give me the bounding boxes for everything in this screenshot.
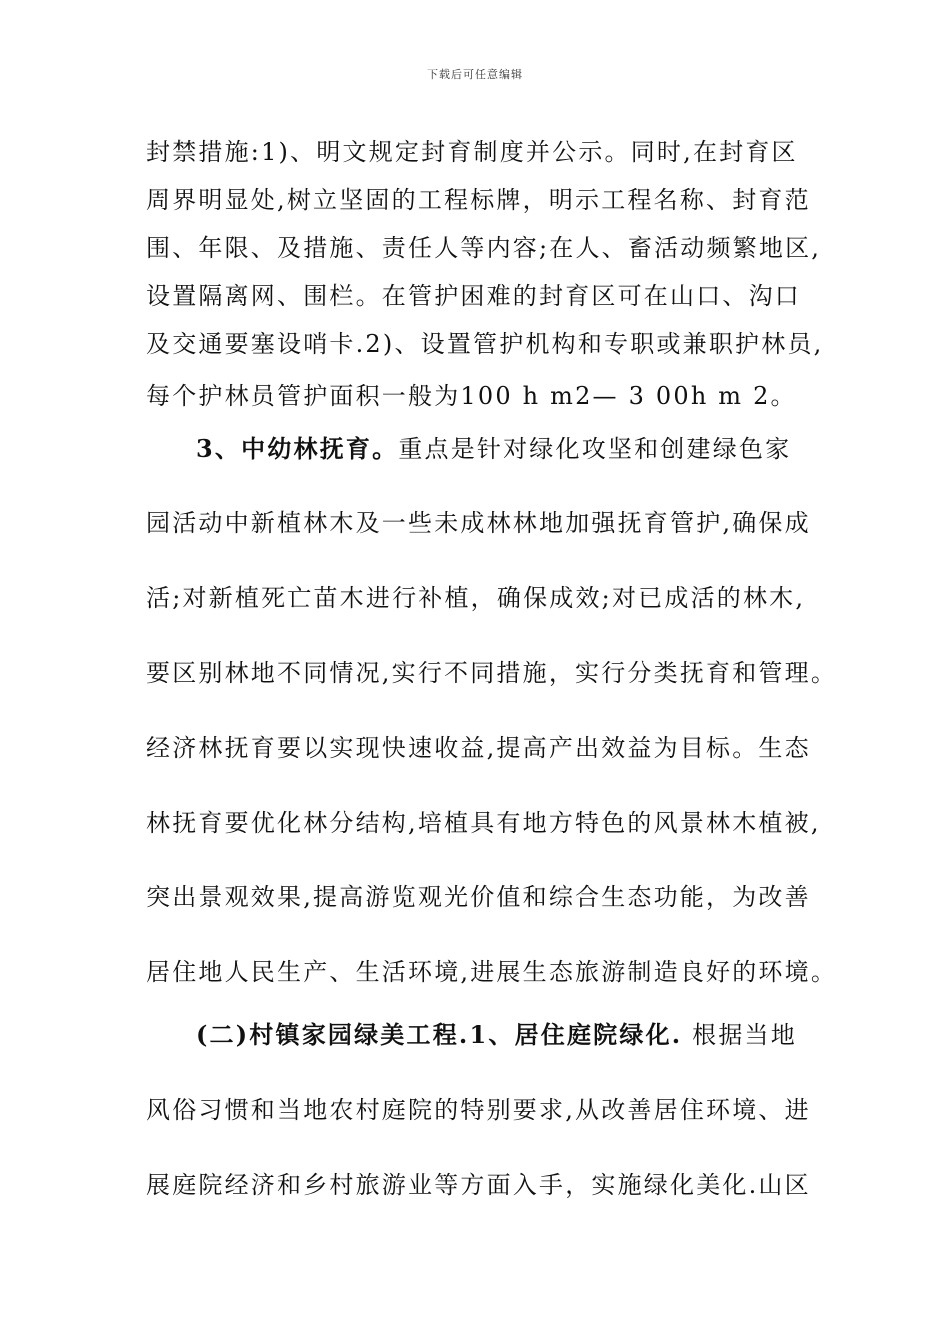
text-run: 风俗习惯和当地农村庭院的特别要求,从改善居住环境、进 <box>146 1096 811 1124</box>
text-line <box>146 185 811 215</box>
text-line <box>196 434 791 464</box>
text-run: 活;对新植死亡苗木进行补植，确保成效;对已成活的林木, <box>146 584 806 612</box>
text-line <box>146 329 824 359</box>
text-line <box>146 733 811 763</box>
text-line <box>146 233 821 263</box>
text-line <box>146 808 821 838</box>
text-line <box>146 137 798 167</box>
page-header-note: 下载后可任意编辑 <box>427 68 523 81</box>
text-line <box>146 508 811 538</box>
text-line <box>146 583 805 613</box>
text-line <box>146 658 837 688</box>
text-line <box>146 882 811 912</box>
text-run: 突出景观效果,提高游览观光价值和综合生态功能，为改善 <box>146 883 811 911</box>
text-run: 要区别林地不同情况,实行不同措施，实行分类抚育和管理。 <box>146 659 838 687</box>
text-line <box>196 1020 797 1050</box>
text-run: 居住地人民生产、生活环境,进展生态旅游制造良好的环境。 <box>146 958 838 986</box>
text-run: 展庭院经济和乡村旅游业等方面入手，实施绿化美化.山区 <box>146 1171 811 1199</box>
text-run: 林抚育要优化林分结构,培植具有地方特色的风景林木植被, <box>146 809 821 837</box>
text-line <box>146 1095 811 1125</box>
text-line <box>146 381 797 411</box>
text-run: 封禁措施:1)、明文规定封育制度并公示。同时,在封育区 <box>146 138 798 166</box>
text-run: 围、年限、及措施、责任人等内容;在人、畜活动频繁地区, <box>146 234 822 262</box>
text-run: 根据当地 <box>682 1021 797 1049</box>
text-run: 重点是针对绿化攻坚和创建绿色家 <box>398 435 792 463</box>
text-run: 每个护林员管护面积一般为100 h m2— 3 00h m 2。 <box>146 382 797 410</box>
text-line <box>146 957 837 987</box>
text-run: 周界明显处,树立坚固的工程标牌，明示工程名称、封育范 <box>146 186 811 214</box>
text-line <box>146 281 801 311</box>
text-run: 园活动中新植林木及一些未成林林地加强抚育管护,确保成 <box>146 509 811 537</box>
text-run: 设置隔离网、围栏。在管护困难的封育区可在山口、沟口 <box>146 282 801 310</box>
text-line <box>146 1170 811 1200</box>
text-run: 经济林抚育要以实现快速收益,提高产出效益为目标。生态 <box>146 734 811 762</box>
section-heading: (二)村镇家园绿美工程.1、居住庭院绿化. <box>196 1020 683 1049</box>
section-heading: 3、中幼林抚育。 <box>196 434 399 463</box>
text-run: 及交通要塞设哨卡.2)、设置管护机构和专职或兼职护林员, <box>146 330 824 358</box>
